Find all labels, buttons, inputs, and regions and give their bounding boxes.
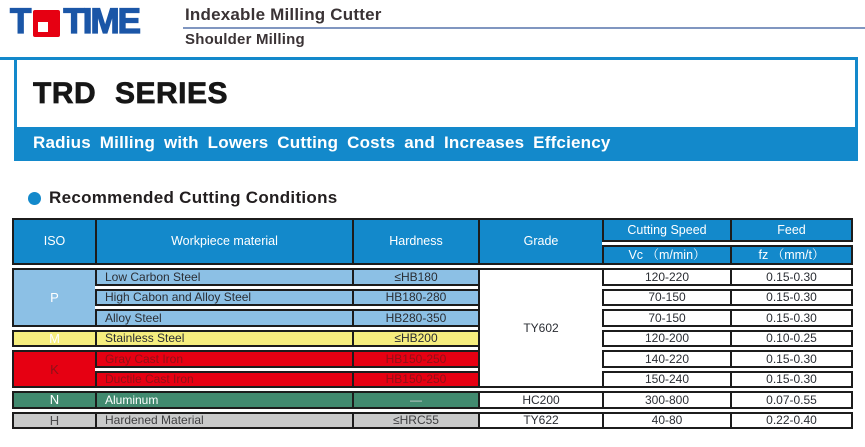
material-cell: Low Carbon Steel	[95, 268, 352, 286]
fz-cell: 0.07-0.55	[730, 391, 853, 409]
bullet-dot-icon	[28, 192, 41, 205]
brand-logo	[10, 1, 139, 43]
hardness-cell: HB180-280	[352, 289, 478, 307]
fz-cell: 0.10-0.25	[730, 330, 853, 348]
iso-cell-k: K	[12, 350, 95, 388]
grade-cell-hardened: TY622	[478, 412, 602, 430]
vc-cell: 300-800	[602, 391, 730, 409]
fz-cell: 0.15-0.30	[730, 371, 853, 389]
col-header-hardness: Hardness	[352, 218, 478, 265]
vc-cell: 40-80	[602, 412, 730, 430]
section-heading-label: Recommended Cutting Conditions	[49, 188, 338, 207]
fz-cell: 0.15-0.30	[730, 289, 853, 307]
series-title: TRD SERIES	[33, 76, 229, 110]
material-cell: Alloy Steel	[95, 309, 352, 327]
fz-cell: 0.15-0.30	[730, 268, 853, 286]
logo-text-pre: T	[10, 2, 30, 41]
section-heading	[28, 188, 338, 208]
vc-cell: 120-200	[602, 330, 730, 348]
hardness-cell: HB150-250	[352, 350, 478, 368]
col-header-iso: ISO	[12, 218, 95, 265]
material-cell: Gray Cast Iron	[95, 350, 352, 368]
col-header-fz-unit: fz （mm/t）	[730, 245, 853, 265]
fz-cell: 0.22-0.40	[730, 412, 853, 430]
hardness-cell: —	[352, 391, 478, 409]
cutting-conditions-table	[12, 218, 853, 429]
vc-cell: 140-220	[602, 350, 730, 368]
iso-cell-n: N	[12, 391, 95, 409]
hardness-cell: HB150-250	[352, 371, 478, 389]
series-tagline: Radius Milling with Lowers Cutting Costs and Increases Effciency	[33, 132, 611, 152]
hardness-cell: ≤HB180	[352, 268, 478, 286]
iso-cell-h: H	[12, 412, 95, 430]
logo-text-post: TIME	[63, 2, 139, 41]
material-cell: High Cabon and Alloy Steel	[95, 289, 352, 307]
iso-cell-m: M	[12, 330, 95, 348]
vc-cell: 70-150	[602, 309, 730, 327]
vc-cell: 150-240	[602, 371, 730, 389]
material-cell: Aluminum	[95, 391, 352, 409]
fz-cell: 0.15-0.30	[730, 350, 853, 368]
category-title: Shoulder Milling	[185, 31, 305, 48]
series-banner	[14, 60, 858, 161]
col-header-grade: Grade	[478, 218, 602, 265]
fz-cell: 0.15-0.30	[730, 309, 853, 327]
col-header-cutting-speed: Cutting Speed	[602, 218, 730, 242]
vc-cell: 120-220	[602, 268, 730, 286]
grade-cell-main: TY602	[478, 268, 602, 388]
vc-cell: 70-150	[602, 289, 730, 307]
hardness-cell: HB280-350	[352, 309, 478, 327]
header-divider	[183, 27, 865, 29]
hardness-cell: ≤HRC55	[352, 412, 478, 430]
material-cell: Hardened Material	[95, 412, 352, 430]
iso-cell-p: P	[12, 268, 95, 327]
logo-red-square-icon	[33, 10, 60, 37]
series-tagline-bar	[17, 127, 855, 158]
hardness-cell: ≤HB200	[352, 330, 478, 348]
col-header-vc-unit: Vc （m/min）	[602, 245, 730, 265]
col-header-material: Workpiece material	[95, 218, 352, 265]
material-cell: Stainless Steel	[95, 330, 352, 348]
material-cell: Ductile Cast Iron	[95, 371, 352, 389]
col-header-feed: Feed	[730, 218, 853, 242]
grade-cell-aluminum: HC200	[478, 391, 602, 409]
product-line-title: Indexable Milling Cutter	[185, 5, 382, 24]
